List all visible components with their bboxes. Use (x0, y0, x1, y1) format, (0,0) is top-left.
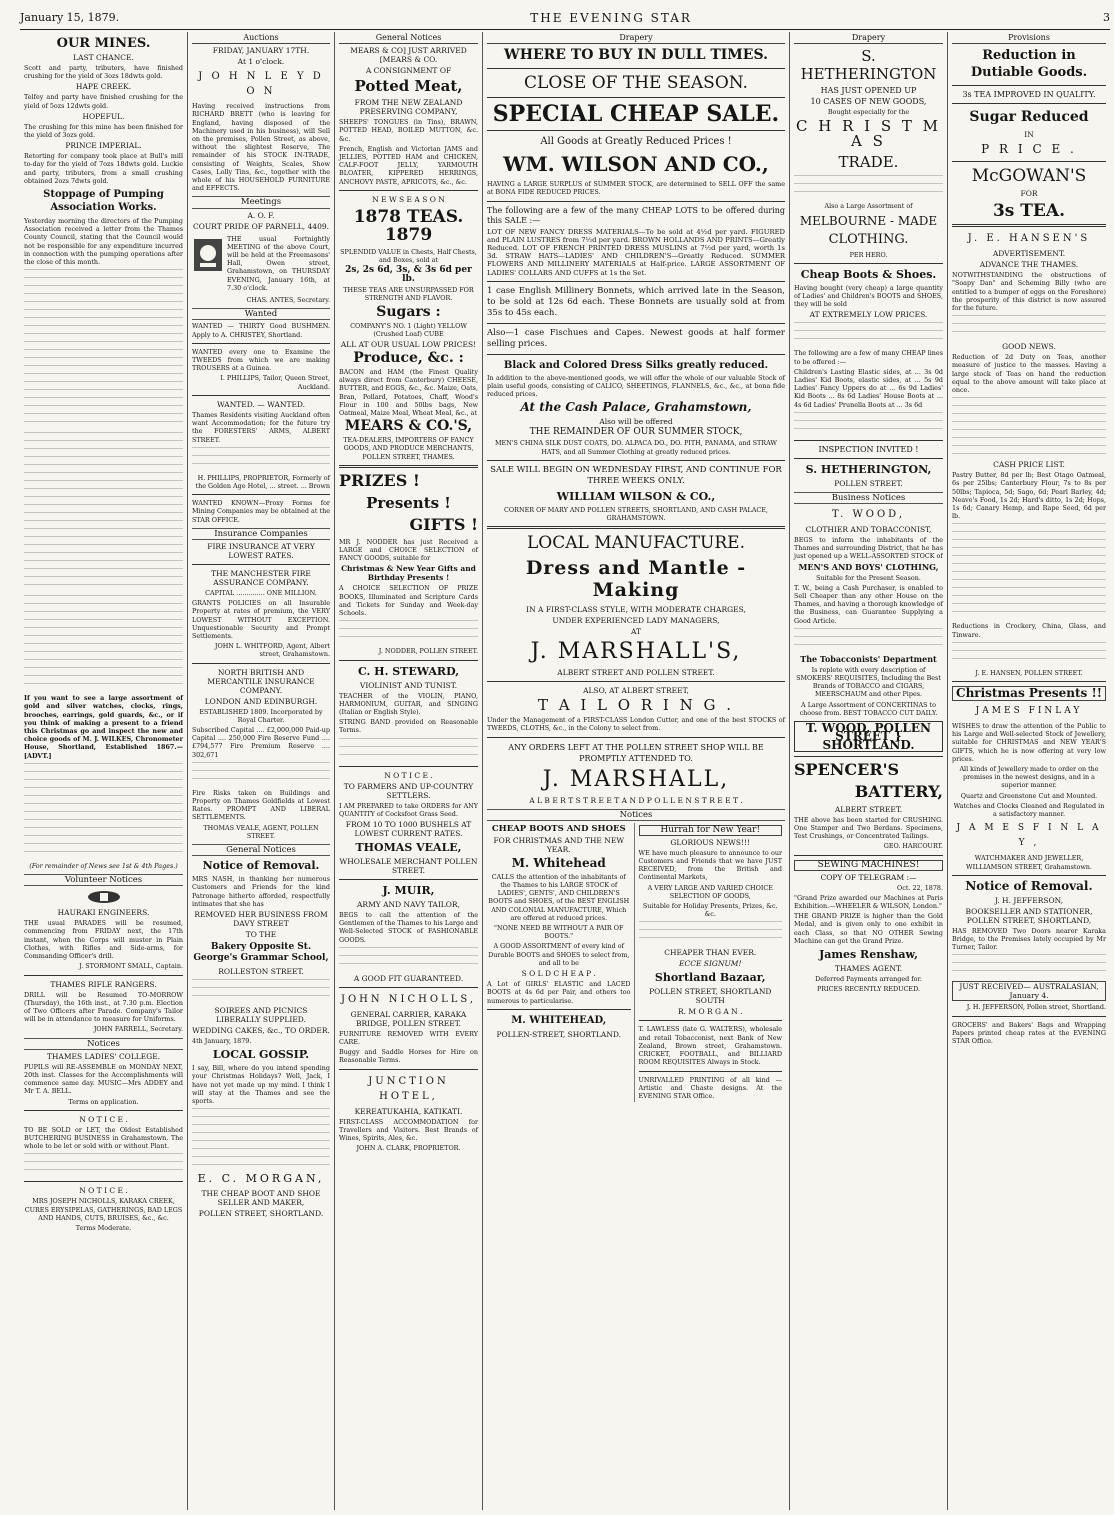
mens-clothing-line: MEN'S AND BOYS' CLOTHING, (798, 561, 939, 572)
soirees-line: SOIREES AND PICNICS LIBERALLY SUPPLIED. (214, 1006, 308, 1024)
crest-emblem-icon (24, 890, 183, 904)
finlay-text-2: All kinds of Jewellery made to order on the premises in the newest designs, and in a superior manner. (959, 765, 1099, 790)
provisions-header: Provisions (952, 34, 1106, 44)
bonnets-text: 1 case English Millinery Bonnets, which arrived late in the Season, to be sold at 12s 6d each. These Bonnets are usually sold at from 35s to 45s each. (487, 285, 785, 318)
bazaar-heading: Shortland Bazaar, (654, 971, 766, 985)
college-title: THAMES LADIES' COLLEGE. (46, 1051, 161, 1061)
hopeful-text: The crushing for this mine has been finished for the yield of 3ozs gold. (24, 122, 183, 140)
gossip-heading: LOCAL GOSSIP. (212, 1048, 310, 1062)
wedding-line: WEDDING CAKES, &c., TO ORDER. (192, 1026, 330, 1035)
three-shilling-tea-heading: 3s TEA. (992, 201, 1066, 222)
cheap-boots-heading: CHEAP BOOTS AND SHOES (491, 823, 626, 834)
column-drapery-wilson (483, 32, 790, 1510)
veale-heading: THOMAS VEALE, (355, 840, 462, 854)
wanted-header: Wanted (192, 308, 330, 320)
our-mines-heading: OUR MINES. (56, 36, 151, 51)
wanted-tweeds: WANTED every one to Examine the TWEEDS from which we are making TROUSERS at a Guinea. (192, 347, 330, 373)
prices-reduced-line: PRICES RECENTLY REDUCED. (816, 985, 921, 994)
hopeful-title: HOPEFUL. (82, 111, 125, 121)
unsurpassed-line: THESE TEAS ARE UNSURPASSED FOR STRENGTH AND FLAVOR. (343, 286, 474, 303)
extremely-low-line: AT EXTREMELY LOW PRICES. (809, 310, 928, 320)
junction-hotel-sub: KEREATUKAHIA, KATIKATI. (354, 1106, 463, 1116)
column-drapery-hetherington (790, 32, 948, 1510)
auctioneer-name: J O H N L E Y D O N (198, 71, 324, 98)
furniture-line: FURNITURE REMOVED WITH EVERY CARE. (339, 1029, 478, 1046)
jefferson-text: HAS REMOVED Two Doors nearer Karaka Bridge, to the Premises lately occupied by Mr Turner, Tailor. (952, 926, 1106, 952)
veale-signature: THOMAS VEALE, AGENT, POLLEN STREET. (203, 823, 319, 840)
whitehead-advert (487, 823, 635, 1102)
business-notices-header: Business Notices (794, 492, 943, 504)
cash-price-heading: CASH PRICE LIST. (993, 460, 1065, 470)
to-the: TO THE (245, 930, 277, 939)
aof-title: A. O. F. (247, 210, 275, 220)
rifle-rangers-title: THAMES RIFLE RANGERS. (50, 979, 157, 989)
wood-text: BEGS to inform the inhabitants of the Thames and surrounding District, that he has just opened up a WELL-ASSORTED STOCK of (794, 536, 943, 561)
notices-header: Notices (24, 1038, 183, 1050)
general-notices-header: General Notices (192, 844, 330, 856)
lawless-text: T. LAWLESS (late G. WALTERS), wholesale and retail Tobacconist, next Bank of New Zealand, Brown street, Grahamstown. CRICKET, FOOTBALL, and BILLIARD ROOM REQUISITES Always in Stock. (638, 1025, 782, 1067)
in-line: IN (1024, 130, 1034, 140)
manchester-title: THE MANCHESTER FIRE ASSURANCE COMPANY. (211, 568, 311, 587)
notice-body-text (192, 447, 330, 471)
hansen-text: NOTWITHSTANDING the obstructions of "Soapy Dan" and Scheming Billy (who are entitled to a bumper of eggs on the Foreshore) the prosperity of this district is now assured for the future. (952, 271, 1106, 313)
battery-text: THE above has been started for CRUSHING. One Stamper and Two Berdans. Specimens, Test Crushings, or Concentrated Tailings. (794, 815, 943, 841)
north-british-table: Subscribed Capital .... £2,000,000 Paid-up Capital .... 250,000 Fire Reserve Fund .... £794,577 Fire Premium Reserve .... 302,671 (192, 725, 330, 759)
consisting-text: MEN'S CHINA SILK DUST COATS, DO. ALPACA DO., DO. PITH, PANAMA, and STRAW HATS, and all Summer Clothing at greatly reduced prices. (494, 439, 777, 456)
gossip-text: I say, Bill, where do you intend spending your Christmas Holidays? Well, Jack, I have not yet made up my mind. I think I will stay at the Thames and see the sports. (192, 1064, 330, 1106)
notice-body-text (952, 642, 1106, 666)
column-auctions (188, 32, 335, 1510)
buggy-line: Buggy and Saddle Horses for Hire on Reasonable Terms. (339, 1048, 478, 1065)
sheeps-tongues-list: SHEEPS' TONGUES (in Tins), BRAWN, POTTED HEAD, BOILED MUTTON, &c. &c. (339, 118, 478, 143)
hauraki-title: HAURAKI ENGINEERS. (57, 908, 150, 918)
last-chance-title: LAST CHANCE. (73, 53, 134, 62)
for-line: FOR (1020, 189, 1038, 199)
rifle-rangers-signature: JOHN FARRELL, Secretary. (93, 1025, 183, 1034)
sewing-machines-heading: SEWING MACHINES! (794, 860, 943, 871)
volunteer-notices-header: Volunteer Notices (24, 874, 183, 886)
notice-body-text (952, 315, 1106, 339)
mears-banner: MEARS & CO] JUST ARRIVED [MEARS & CO. (350, 46, 467, 65)
cheap-lots-intro: The following are a few of the many CHEAP LOTS to be offered during this SALE :— (487, 205, 785, 225)
cheap-lots-list: LOT OF NEW FANCY DRESS MATERIALS—To be sold at 4½d per yard. FIGURED and PLAIN LUSTRES from 7½d per yard. BROWN HOLLANDS AND PRINTS—Greatly Reduced. LOT OF FRENCH PRINTED DRESS MUSLINS at 7½d per yard, worth 1s 3d. STRAW HATS—LADIES' AND CHILDREN'S—Greatly Reduced. SUMMER FLOWERS AND MILLINERY MATERIALS at Half-price. LARGE ASSORTMENT OF LADIES' COLLARS AND CUFFS at 1s the Set. (487, 227, 785, 277)
manchester-capital: CAPITAL .............. ONE MILLION. (205, 588, 317, 597)
college-terms: Terms on application. (68, 1097, 139, 1106)
remainder-stock: THE REMAINDER OF OUR SUMMER STOCK, (529, 427, 743, 438)
notice-body-text (339, 947, 478, 971)
first-class-line: IN A FIRST-CLASS STYLE, WITH MODERATE CHARGES, (526, 605, 746, 615)
finlay-heading: JAMES FINLAY (975, 706, 1083, 717)
farmers-line: TO FARMERS AND UP-COUNTRY SETTLERS. (343, 781, 474, 800)
gifts-heading: GIFTS ! (409, 514, 478, 534)
butchering-notice: TO BE SOLD or LET, the Oldest Established BUTCHERING BUSINESS in Grahamstown. The whole to be let or sold with or without Plant. (24, 1125, 183, 1151)
dutiable-heading: Reduction in Dutiable Goods. (970, 48, 1088, 81)
suitable-line: Suitable for the Present Season. (816, 573, 921, 582)
hauraki-signature: J. STORMONT SMALL, Captain. (79, 962, 183, 971)
rolleston-line: ROLLESTON STREET. (218, 967, 304, 976)
hansen-signature: J. E. HANSEN, POLLEN STREET. (975, 668, 1083, 677)
price-list-text (794, 412, 943, 436)
close-of-season-heading: CLOSE OF THE SEASON. (524, 73, 748, 94)
pollen-street-line: POLLEN STREET. (834, 478, 903, 488)
steward-sub: VIOLINIST AND TUNIST. (359, 680, 458, 690)
any-orders-line: ANY ORDERS LEFT AT THE POLLEN STREET SHOP WILL BE PROMPTLY ATTENDED TO. (508, 742, 764, 763)
spacer-text (794, 175, 943, 199)
per-hero-line: PER HERO. (849, 250, 888, 259)
hetherington-heading: S. HETHERINGTON (800, 47, 937, 84)
masthead-page: 3 (1102, 11, 1110, 24)
spencers-heading: SPENCER'S (794, 759, 900, 779)
general-notices-header: General Notices (339, 34, 478, 44)
notice-body-text (794, 628, 943, 652)
jefferson-sub: BOOKSELLER AND STATIONER, POLLEN STREET, SHORTLAND, (965, 906, 1093, 925)
meetings-header: Meetings (192, 196, 330, 208)
good-news-text: Reduction of 2d Duty on Teas, another measure of justice to the masses. Having a large stock of Teas on hand the reduction equal to the above amount will take place at once. (952, 353, 1106, 395)
william-wilson-heading: WILLIAM WILSON & CO., (556, 489, 716, 503)
tailoring-text: Under the Management of a FIRST-CLASS London Cutter, and one of the best STOCKS of TWEEDS, CLOTHS, &c., in the Colony to select from. (487, 716, 785, 733)
where-to-buy-heading: WHERE TO BUY IN DULL TIMES. (504, 47, 768, 64)
court-title: COURT PRIDE OF PARNELL, 4409. (192, 221, 330, 231)
battery-heading: BATTERY, (854, 781, 943, 801)
stoppage-heading: Stoppage of Pumping Association Works. (43, 189, 164, 214)
steward-text: TEACHER of the VIOLIN, PIANO, HARMONIUM, GUITAR, and SINGING (Italian or English Style). (339, 691, 478, 716)
notices-two-column (487, 823, 785, 1102)
corner-address: CORNER OF MARY AND POLLEN STREETS, SHORTLAND, AND CASH PALACE, GRAHAMSTOWN. (504, 505, 768, 523)
whitehead-street: POLLEN-STREET, SHORTLAND. (496, 1029, 622, 1039)
fischues-text: Also—1 case Fischues and Capes. Newest goods at half former selling prices. (487, 327, 785, 349)
nz-preserving-line: FROM THE NEW ZEALAND PRESERVING COMPANY, (354, 98, 463, 117)
wood-heading: T. WOOD, (831, 509, 906, 521)
trade-heading: TRADE. (838, 153, 899, 172)
new-season-line: N E W S E A S O N (372, 194, 445, 204)
just-opened-line: HAS JUST OPENED UP (820, 86, 917, 96)
veale-sub: WHOLESALE MERCHANT POLLEN STREET. (339, 856, 478, 875)
spacer-text (794, 322, 943, 346)
produce-heading: Produce, &c. : (353, 350, 464, 367)
suitable-line: Suitable for Holiday Presents, Prizes, &c. &c. (642, 902, 778, 919)
quartz-line: Quartz and Greenstone Cut and Mounted. (960, 791, 1098, 800)
nodder-signature: J. NODDER, POLLEN STREET. (378, 647, 478, 656)
notices-header: Notices (487, 809, 785, 821)
hauraki-text: THE usual PARADES will be resumed, commencing from FRIDAY next, the 17th instant, when the Corps will muster in Plain Clothes, with Rifles and Side-arms, for Commanding Officer's drill. (24, 919, 183, 961)
reductions-line: Reductions in Crockery, China, Glass, and Tinware. (952, 622, 1106, 639)
removed-line: REMOVED HER BUSINESS FROM DAVY STREET (194, 910, 328, 928)
wanted-known: WANTED KNOWN—Proxy Forms for Mining Companies may be obtained at the STAR OFFICE. (192, 499, 330, 524)
column-mines (20, 32, 188, 1510)
notice-body-text (24, 1153, 183, 1177)
prince-imperial-title: PRINCE IMPERIAL. (65, 141, 142, 151)
muir-text: BEGS to call the attention of the Gentlemen of the Thames to his Large and Well-Selected STOCK of FASHIONABLE GOODS. (339, 910, 478, 944)
presents-heading: Presents ! (366, 493, 451, 512)
girls-boots-text: A Lot of GIRLS' ELASTIC and LACED BOOTS at 4s 6d per Pair, and others too numerous to particularise. (487, 980, 631, 1005)
special-sale-heading: SPECIAL CHEAP SALE. (492, 101, 780, 128)
wood-shortland-mark: T. WOOD, POLLEN STREET } SHORTLAND. (794, 721, 943, 752)
wanted-bushmen: WANTED — THIRTY Good BUSHMEN. Apply to A. CHRISTEY, Shortland. (192, 322, 330, 339)
sugars-heading: Sugars : (376, 303, 441, 320)
fire-insurance-title: FIRE INSURANCE AT VERY LOWEST RATES. (207, 541, 315, 560)
prizes-heading: PRIZES ! (339, 470, 420, 490)
hape-creek-text: Telfey and party have finished crushing for the yield of 5ozs 12dwts gold. (24, 93, 183, 110)
tobacco-heading: The Tobacconists' Department (800, 653, 937, 664)
hape-creek-title: HAPE CREEK. (75, 82, 132, 92)
addition-text: In addition to the above-mentioned goods, we will offer the whole of our valuable Stock of plain useful goods, consisting of CALICO, SHEETINGS, FLANNELS, &c., &c., at bona fide reduced prices. (487, 373, 785, 399)
telegram-date: Oct. 22, 1878. (897, 883, 943, 892)
college-text: PUPILS will RE-ASSEMBLE on MONDAY NEXT, 20th inst. Classes for the Accomplishments will commence same day. MUSIC—Mrs ADDEY and Mr T. A. BELL. (24, 1062, 183, 1096)
notice-body-text (339, 738, 478, 762)
albert-pollen-line: A L B E R T S T R E E T A N D P O L L E N S T R E E T . (529, 795, 743, 805)
north-british-text: Fire Risks taken on Buildings and Property on Thames Goldfields at Lowest Rates. PROMPT AND LIBERAL SETTLEMENTS. (192, 788, 330, 822)
tea-improved-line: 3s TEA IMPROVED IN QUALITY. (962, 90, 1096, 100)
tailoring-heading: T A I L O R I N G . (537, 696, 735, 715)
clothing-heading: CLOTHING. (828, 231, 909, 247)
removal-heading: Notice of Removal. (965, 878, 1093, 893)
cheap-lines-intro: The following are a few of many CHEAP lines to be offered :— (794, 349, 943, 366)
glorious-news: GLORIOUS NEWS!!! (670, 837, 751, 847)
morgan-name: E. C. MORGAN, (197, 1172, 325, 1186)
court-signature: CHAS. ANTES, Secretary. (246, 296, 330, 305)
tea-dealers-line: TEA-DEALERS, IMPORTERS OF FANCY GOODS, AND PRODUCE MERCHANTS, POLLEN STREET, THAMES. (343, 436, 474, 461)
cash-palace-heading: At the Cash Palace, Grahamstown, (520, 400, 752, 415)
mears-heading: MEARS & CO.'S, (344, 418, 473, 435)
hetherington-signature: S. HETHERINGTON, (805, 462, 932, 476)
potted-meat-heading: Potted Meat, (354, 77, 463, 96)
muir-heading: J. MUIR, (382, 883, 435, 897)
article-body-text (24, 595, 183, 691)
at-line: AT (630, 627, 641, 637)
remainder-note: (For remainder of News see 1st & 4th Pages.) (29, 861, 178, 870)
xmas-gifts-line: Christmas & New Year Gifts and Birthday Presents ! (341, 564, 476, 583)
john-nicholls-sub: GENERAL CARRIER, KARAKA BRIDGE, POLLEN STREET. (350, 1009, 467, 1028)
drapery-header: Drapery (487, 34, 785, 44)
tea-prices: 2s, 2s 6d, 3s, & 3s 6d per lb. (345, 265, 472, 285)
junction-hotel-heading: JUNCTION HOTEL, (368, 1075, 449, 1102)
whitehead-signature: M. WHITEHEAD, (511, 1014, 607, 1026)
bazaar-street: POLLEN STREET, SHORTLAND SOUTH (649, 987, 772, 1006)
consignment-line: A CONSIGNMENT OF (365, 66, 452, 76)
sold-cheap-line: S O L D C H E A P . (521, 969, 596, 979)
harcourt-signature: GEO. HARCOURT. (883, 842, 943, 851)
north-british-est: ESTABLISHED 1809. Incorporated by Royal Charter. (199, 707, 323, 724)
notice-title: N O T I C E . (384, 770, 433, 780)
marshall-heading: J. MARSHALL, (542, 766, 730, 792)
just-received-line: JUST RECEIVED— AUSTRALASIAN, January 4. (952, 981, 1106, 1001)
advance-thames-line: ADVANCE THE THAMES. (979, 260, 1079, 270)
notice-title: N O T I C E . (79, 1114, 128, 1124)
christmas-heading: C H R I S T M A S (795, 117, 942, 151)
varied-line: A VERY LARGE AND VARIED CHOICE SELECTION OF GOODS, (647, 883, 773, 900)
auction-time: At 1 o'clock. (237, 57, 285, 67)
wanted-tweeds-signature: I. PHILLIPS, Tailor, Queen Street, Auckland. (220, 374, 330, 391)
albert-street-line: ALBERT STREET AND POLLEN STREET. (557, 668, 715, 678)
printing-text: UNRIVALLED PRINTING of all kind —Artistic and Chaste designs. At the EVENING STAR Office. (638, 1075, 782, 1100)
surplus-text: HAVING a LARGE SURPLUS of SUMMER STOCK, are determined to SELL OFF the same at BONA FIDE REDUCED PRICES. (487, 180, 785, 197)
cheap-boots-heading: Cheap Boots & Shoes. (800, 267, 937, 281)
john-nicholls-heading: JOHN NICHOLLS, (340, 993, 477, 1005)
dress-making-heading: Dress and Mantle - Making (525, 557, 747, 602)
good-fit-line: A GOOD FIT GUARANTEED. (353, 973, 464, 983)
jefferson-heading: J. H. JEFFERSON, (994, 895, 1064, 905)
notice-title: N O T I C E . (79, 1186, 128, 1196)
tobacco-text: Is replete with every description of SMOKERS' REQUISITES, Including the Best Brands of TOBACCO and CIGARS, MEERSCHAUM and other Pipes. (796, 665, 941, 699)
manchester-text: GRANTS POLICIES on all Insurable Property at rates of premium, the VERY LOWEST WITHOUT EXCEPTION. Unquestionable Security and Prompt Settlements. (192, 599, 330, 640)
gossip-body-text (192, 1108, 330, 1168)
sugar-reduced-heading: Sugar Reduced (969, 109, 1089, 126)
bakery-heading: Bakery Opposite St. George's Grammar School, (193, 942, 329, 963)
notice-body-text (192, 979, 330, 1003)
rifle-rangers-text: DRILL will be Resumed TO-MORROW (Thursday), the 16th inst., at 7.30 p.m. Election of Two Officers after Parade. Company's Tailor will be in attendance to measure for Uniforms. (24, 990, 183, 1024)
melbourne-heading: MELBOURNE - MADE (799, 213, 938, 228)
last-chance-text: Scott and party, tributers, have finished crushing for the yield of 3ozs 18dwts gold. (24, 64, 183, 81)
cheaper-line: CHEAPER THAN EVER. (664, 948, 757, 958)
wanted-foresters-text: Thames Residents visiting Auckland often want Accommodation; for the future try the FORESTERS' ARMS, ALBERT STREET. (192, 410, 330, 444)
usual-prices: ALL AT OUR USUAL LOW PRICES! (340, 340, 477, 350)
north-british-title: NORTH BRITISH AND MERCANTILE INSURANCE COMPANY. (207, 667, 315, 695)
grand-prize-quote: "Grand Prize awarded our Machines at Paris Exhibition.—WHEELER & WILSON, London." (794, 893, 943, 910)
black-silks-line: Black and Colored Dress Silks greatly reduced. (503, 359, 769, 371)
price-heading: P R I C E . (981, 142, 1077, 157)
price-list-text (952, 397, 1106, 457)
hurrah-heading: Hurrah for New Year! (639, 825, 783, 836)
removal-heading: Notice of Removal. (202, 859, 320, 873)
string-band: STRING BAND provided on Reasonable Terms. (339, 718, 478, 735)
good-news-line: GOOD NEWS. (1002, 342, 1056, 352)
bushels-line: FROM 10 TO 1000 BUSHELS AT LOWEST CURRENT RATES. (345, 819, 472, 838)
also-offered: Also will be offered (599, 417, 673, 427)
also-assortment: Also a Large Assortment of (824, 202, 913, 211)
muir-sub: ARMY AND NAVY TAILOR, (357, 899, 460, 909)
christmas-presents-heading: Christmas Presents !! (952, 686, 1106, 701)
finlay-signature-heading: J A M E S F I N L A Y , (956, 823, 1102, 849)
splendid-value: SPLENDID VALUE in Chests, Half Chests, and Boxes, sold at (340, 247, 477, 265)
advertisement-line: ADVERTISEMENT. (992, 249, 1066, 259)
under-managers-line: UNDER EXPERIENCED LADY MANAGERS, (552, 616, 720, 626)
battery-street: ALBERT STREET. (834, 804, 903, 814)
french-jams-list: French, English and Victorian JAMS and JELLIES, POTTED HAM and CHICKEN, CALF-FOOT JELLY, YARMOUTH BLOATER, KIPPERED HERRINGS, ANCHOVY PASTE, APRICOTS, &c., &c. (339, 144, 478, 186)
renshaw-heading: James Renshaw, (819, 947, 918, 961)
cheap-boots-sub: FOR CHRISTMAS AND THE NEW YEAR. (493, 835, 625, 854)
wilson-heading: WM. WILSON AND CO., (503, 152, 769, 177)
telegram-line: COPY OF TELEGRAM :— (820, 872, 917, 882)
bazaar-advert (639, 823, 786, 1102)
morgan-street: POLLEN STREET, SHORTLAND. (198, 1209, 324, 1219)
hurrah-text: WE have much pleasure to announce to our Customers and Friends that we have JUST RECEIVED, from the British and Continental Markets, (638, 848, 782, 882)
ecce-signum: ECCE SIGNUM! (679, 959, 742, 969)
wood-sub: CLOTHIER AND TOBACCONIST, (805, 525, 932, 535)
watches-advert: If you want to see a large assortment of gold and silver watches, clocks, rings, brooches, earrings, gold guards, &c., or if you think of making a present to a friend this Christmas go and inspect the new and choice goods of M. J. WILKES, Chronometer House, Shortland, Established 1867.—[ADVT.] (24, 694, 183, 760)
wanted-foresters-signature: H. PHILLIPS, PROPRIETOR, Formerly of the Golden Age Hotel, ... street. ... Brown (195, 473, 330, 490)
column-general (335, 32, 483, 1510)
sale-begins: SALE WILL BEGIN ON WEDNESDAY FIRST, AND CONTINUE FOR THREE WEEKS ONLY. (490, 464, 782, 486)
goods-list-text (639, 921, 783, 945)
masthead-title: THE EVENING STAR (530, 10, 692, 25)
insurance-header: Insurance Companies (192, 528, 330, 540)
ten-cases-line: 10 CASES OF NEW GOODS, (810, 97, 927, 107)
notice-body-text (192, 762, 330, 786)
cheap-boots-text: Having bought (very cheap) a large quantity of Ladies' and Children's BOOTS and SHOES, they will be sold (794, 283, 943, 309)
watchmaker-line: WATCHMAKER AND JEWELLER, WILLIAMSON STREET, Grahamstown. (966, 854, 1092, 871)
drapery-header: Drapery (794, 34, 943, 44)
nodder-text: MR J. NODDER has just Received a LARGE and CHOICE SELECTION of FANCY GOODS, suitable for (339, 537, 478, 563)
assortment-text: A GOOD ASSORTMENT of every kind of Durable BOOTS and SHOES to select from, and all to be (488, 942, 630, 967)
north-british-sub: LONDON AND EDINBURGH. (204, 696, 318, 706)
masthead (20, 6, 1110, 30)
sugars-list: COMPANY'S NO. 1 (Light) YELLOW (Crushed Loaf) CUBE (350, 321, 467, 338)
grand-prize-text: THE GRAND PRIZE is higher than the Gold Medal, and is given only to one exhibit in each Class, so that NO OTHER Sewing Machine can get the Grand Prize. (794, 912, 943, 945)
whitford-signature: JOHN L. WHITFORD, Agent, Albert street, Grahamstown. (214, 642, 330, 659)
local-manufacture-heading: LOCAL MANUFACTURE. (527, 533, 745, 554)
masthead-date: January 15, 1879. (20, 11, 120, 24)
auction-date: FRIDAY, JANUARY 17TH. (212, 46, 310, 56)
renshaw-sub: THAMES AGENT. (834, 963, 903, 973)
wedding-date: 4th January, 1879. (192, 1037, 252, 1045)
auction-text: Having received instructions from RICHARD BRETT (who is leaving for England, having disposed of the Machinery used in his business), will Sell on the premises, Pollen Street, as above, without the slightest Reserve, The remainder of his STOCK IN-TRADE, consisting of Weights, Scales, Show Cases, Lolly Tins, &c., together with the whole of his HOUSEHOLD FURNITURE and EFFECTS. (192, 102, 330, 193)
notice-body-text (952, 954, 1106, 978)
inspection-line: INSPECTION INVITED ! (818, 444, 919, 454)
junction-hotel-text: FIRST-CLASS ACCOMMODATION for Travellers and Visitors. Best Brands of Wines, Spirits, Ales, &c. (339, 1117, 478, 1142)
wood-text-2: T. W., being a Cash Purchaser, is enabled to Sell Cheaper than any other House on the Thames, and having a thorough knowledge of the Business, can Guarantee Supplying a Good Article. (794, 583, 943, 625)
whitehead-text: CALLS the attention of the inhabitants of the Thames to his LARGE STOCK of LADIES', GENTS', AND CHILDREN'S BOOTS and SHOES, of the BEST ENGLISH AND COLONIAL MANUFACTURE, Which are offered at reduced prices. (488, 872, 630, 922)
cheap-lines-list: Children's Lasting Elastic sides, at ... 3s 0d Ladies' Kid Boots, elastic sides, at ... 5s 9d Ladies' Fancy Uppers do at ... 6s 9d Ladies' Kid Boots ... 8s 6d Ladies' House Boots at ... 4s 6d Ladies' Prunella Boots at ... 3s 6d (794, 367, 943, 409)
none-need-line: "NONE NEED BE WITHOUT A PAIR OF BOOTS." (494, 924, 624, 941)
produce-text: BACON and HAM (the Finest Quality always direct from Canterbury) CHEESE, BUTTER, and EGGS, &c., &c. Maize, Oats, Bran, Pollard, Potatoes, Chaff, Wood's Flour in 100 and 50lbs bags, New Oatmeal, Maize Meal, Wheat Meal, &c., at (339, 368, 478, 418)
finlay-text: WISHES to draw the attention of the Public to his Large and Well-selected Stock of Jewellery, suitable for CHRISTMAS and NEW YEAR'S GIFTS, which he is now offering at very low prices. (952, 722, 1106, 763)
nicholls-terms: Terms Moderate. (75, 1223, 132, 1232)
price-list-text (952, 523, 1106, 619)
article-body-text (24, 269, 183, 429)
notice-body-text (339, 620, 478, 644)
stoppage-text: Yesterday morning the directors of the Pumping Association received a letter from the Thames County Council, stating that the Council would not be responsible for any expenditure incurred in connection with the pumping operations after the close of this month. (24, 217, 183, 267)
whitehead-heading: M. Whitehead (511, 855, 606, 870)
bought-line: Bought especially for the (827, 108, 910, 117)
grass-seed-text: I AM PREPARED to take ORDERS for ANY QUANTITY of Cocksfoot Grass Seed. (339, 801, 478, 818)
nicholls-notice: MRS JOSEPH NICHOLLS, KARAKA CREEK, CURES ERYSIPELAS, GATHERINGS, BAD LEGS AND HANDS, CUTS, BRUISES, &c., &c. (24, 1197, 183, 1222)
nodder-text-2: A CHOICE SELECTION OF PRIZE BOOKS, Illuminated and Scripture Cards and Tickets for Sunday and Week-day Schools. (339, 584, 478, 618)
steward-heading: C. H. STEWARD, (357, 664, 460, 678)
reduced-prices-line: All Goods at Greatly Reduced Prices ! (540, 136, 732, 148)
removal-text: MRS NASH, in thanking her numerous Customers and Friends for the kind Patronage hitherto afforded, respectfully intimates that she has (192, 875, 330, 908)
auctions-header: Auctions (192, 34, 330, 44)
article-body-text (24, 432, 183, 592)
court-text: THE usual Fortnightly MEETING of the above Court, will be held at the Freemasons' Hall, Owen street, Grahamstown, on THURSDAY EVENING, January 16th, at 7.30 o'clock. (227, 234, 330, 292)
jefferson-signature: J. H. JEFFERSON, Pollen street, Shortland. (966, 1003, 1106, 1012)
grocers-bags-text: GROCERS' and Bakers' Bags and Wrapping Papers printed cheap rates at the EVENING STAR Office. (952, 1020, 1106, 1045)
mcgowans-heading: McGOWAN'S (971, 166, 1087, 187)
r-morgan-line: R. M O R G A N . (677, 1007, 743, 1017)
watches-line: Watches and Clocks Cleaned and Regulated in a satisfactory manner. (953, 801, 1105, 819)
teas-heading: 1878 TEAS. 1879 (353, 206, 464, 245)
marshalls-heading: J. MARSHALL'S, (530, 639, 742, 665)
hansen-heading: J. E. HANSEN'S (967, 233, 1091, 245)
prince-imperial-text: Retorting for company took place at Bull's mill to-day for the yield of 7ozs 18dwts gold. Luckie and party, tributers, from a small crushing obtained 2ozs 7dwts gold. (24, 152, 183, 185)
also-albert-line: ALSO, AT ALBERT STREET, (583, 686, 689, 696)
fine-print-advert (24, 763, 183, 859)
concertinas-text: A Large Assortment of CONCERTINAS to choose from. BEST TOBACCO CUT DAILY. (799, 700, 938, 717)
cash-price-list: Pastry Butter, 8d per lb; Best Otago Oatmeal, 6s per 25lbs; Canterbury Flour, 7s to 8s per 50lbs; Tapioca, 5d; Sago, 6d; Pearl Barley, 4d; Neave's Food, 1s 2d; Hard's ditto, 1s 2d; Hops, 1s 6d; Canary Hemp, and Rape Seed, 6d per lb. (952, 471, 1106, 521)
wanted-foresters-title: WANTED. — WANTED. (216, 399, 306, 409)
morgan-sub: THE CHEAP BOOT AND SHOE SELLER AND MAKER, (201, 1189, 321, 1208)
deferred-line: Deferred Payments arranged for. (815, 974, 922, 983)
column-provisions (948, 32, 1110, 1510)
lodge-emblem-icon (192, 237, 224, 290)
clark-signature: JOHN A. CLARK, PROPRIETOR. (356, 1144, 461, 1153)
